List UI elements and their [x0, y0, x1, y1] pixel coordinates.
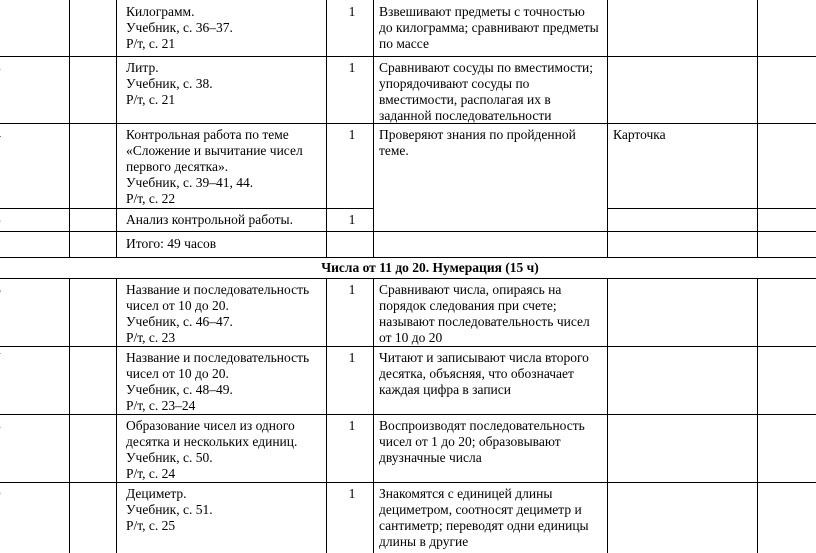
row-line: [0, 208, 373, 209]
row-topic: Контрольная работа по теме «Сложение и вычитание чисел первого десятка». Учебник, с. 39–41, 44. Р/т, с. 22: [126, 127, 303, 206]
col-line: [607, 0, 608, 258]
col-line: [69, 0, 70, 258]
row-hours: 1: [348, 418, 356, 433]
row-line: [607, 208, 816, 209]
col-line: [116, 0, 117, 258]
row-number: [0, 418, 1, 434]
row-activity: Читают и записывают числа второго десятка, объясняя, что обозначает каждая цифра в записи: [379, 350, 589, 397]
row-topic: Килограмм. Учебник, с. 36–37. Р/т, с. 21: [126, 4, 233, 51]
row-topic: Дециметр. Учебник, с. 51. Р/т, с. 25: [126, 486, 213, 533]
row-activity: Сравнивают сосуды по вместимости; упорядочивают сосуды по вместимости, располагая их в заданной последовательности: [379, 60, 594, 123]
row-hours: 1: [348, 486, 356, 501]
row-number: [0, 60, 1, 76]
row-activity: Знакомятся с единицей длины дециметром, соотносят дециметр и сантиметр; переводят одни единицы длины в другие: [379, 486, 589, 549]
row-hours: 1: [348, 350, 356, 365]
row-number: [0, 4, 1, 20]
col-line: [373, 278, 374, 553]
col-line: [116, 278, 117, 553]
row-topic: Образование чисел из одного десятка и нескольких единиц. Учебник, с. 50. Р/т, с. 24: [126, 418, 298, 481]
col-line: [757, 278, 758, 553]
row-extra: Карточка: [613, 127, 666, 142]
row-line: [0, 482, 816, 483]
row-topic: Название и последовательность чисел от 10 до 20. Учебник, с. 48–49. Р/т, с. 23–24: [126, 350, 310, 413]
section-heading: Числа от 11 до 20. Нумерация (15 ч): [321, 260, 539, 275]
row-line: [0, 56, 816, 57]
row-hours: 1: [348, 282, 356, 297]
row-line: [0, 278, 816, 279]
row-hours: 1: [348, 4, 356, 19]
row-activity: Сравнивают числа, опираясь на порядок следования при счете; называют последовательность чисел от 10 до 20: [379, 282, 590, 345]
row-number: [0, 282, 1, 298]
row-number: [0, 350, 1, 366]
row-line: [0, 257, 816, 258]
col-line: [607, 278, 608, 553]
row-activity: Проверяют знания по пройденной теме.: [379, 127, 576, 158]
col-line: [326, 278, 327, 553]
row-line: [0, 231, 816, 232]
row-topic: Название и последовательность чисел от 10 до 20. Учебник, с. 46–47. Р/т, с. 23: [126, 282, 310, 345]
col-line: [757, 0, 758, 258]
row-line: [0, 414, 816, 415]
row-topic: Анализ контрольной работы.: [126, 212, 293, 227]
row-activity: Взвешивают предметы с точностью до килограмма; сравнивают предметы по массе: [379, 4, 599, 51]
row-hours: 1: [348, 127, 356, 142]
col-line: [373, 0, 374, 258]
row-number: [0, 127, 1, 143]
total-hours-label: Итого: 49 часов: [126, 236, 217, 251]
row-number: [0, 486, 1, 502]
row-hours: 1: [348, 60, 356, 75]
col-line: [69, 278, 70, 553]
col-line: [326, 0, 327, 258]
row-hours: 1: [348, 212, 356, 227]
row-number: [0, 212, 1, 228]
row-activity: Воспроизводят последовательность чисел от 1 до 20; образовывают двузначные числа: [379, 418, 585, 465]
row-line: [0, 346, 816, 347]
row-topic: Литр. Учебник, с. 38. Р/т, с. 21: [126, 60, 213, 107]
